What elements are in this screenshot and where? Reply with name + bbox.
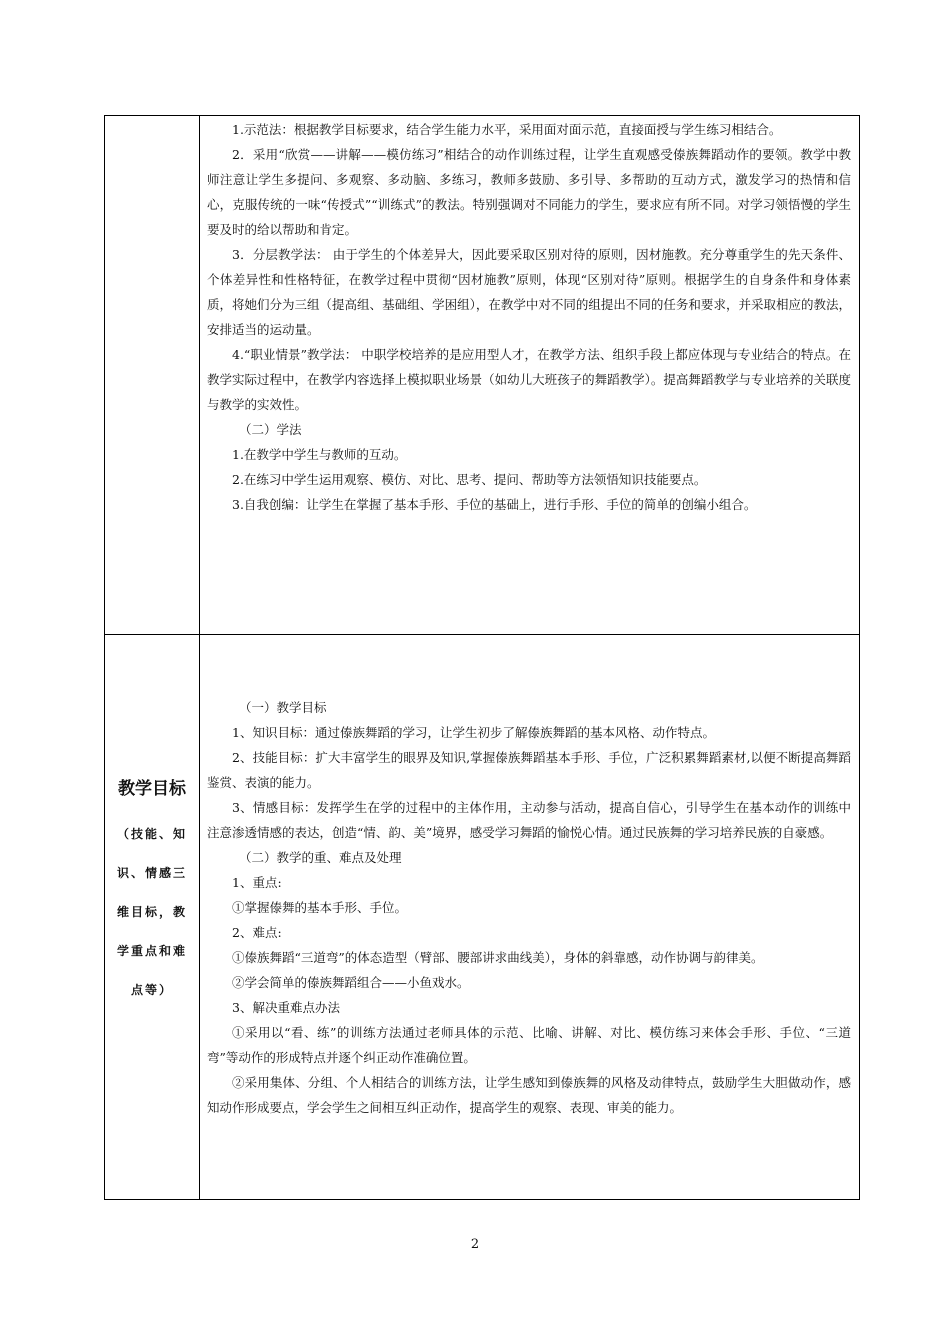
key-item: ①采用以“看、练”的训练方法通过老师具体的示范、比喻、讲解、对比、模仿练习来体会手形、手位、“三道弯”等动作的形成特点并逐个纠正动作准确位置。 <box>207 1025 851 1065</box>
goal-item: 1、知识目标：通过傣族舞蹈的学习，让学生初步了解傣族舞蹈的基本风格、动作特点。 <box>232 725 715 740</box>
key-item: 2、难点: <box>232 925 282 940</box>
key-points-heading: （二）教学的重、难点及处理 <box>239 850 402 865</box>
key-item: ①掌握傣舞的基本手形、手位。 <box>232 900 408 915</box>
key-item: 3、解决重难点办法 <box>232 1000 340 1015</box>
key-item: ①傣族舞蹈“三道弯”的体态造型（臂部、腰部讲求曲线美），身体的斜靠感，动作协调与韵律美。 <box>232 950 764 965</box>
row-divider <box>105 634 859 635</box>
teaching-goals-cell <box>207 695 851 1120</box>
label-sub-line: 点等） <box>130 983 173 997</box>
page-number: 2 <box>470 1237 480 1252</box>
method-paragraph: 3．分层教学法： 由于学生的个体差异大，因此要采取区别对待的原则，因材施教。充分尊重学生的先天条件、个体差异性和性格特征，在教学过程中贯彻“因材施教”原则，体现“区别对待”原则。根据学生的自身条件和身体素质，将她们分为三组（提高组、基础组、学困组），在教学中对不同的组提出不同的任务和要求，并采取相应的教法，安排适当的运动量。 <box>207 247 851 337</box>
key-item: ②采用集体、分组、个人相结合的训练方法，让学生感知到傣族舞的风格及动律特点，鼓励学生大胆做动作，感知动作形成要点，学会学生之间相互纠正动作，提高学生的观察、表现、审美的能力。 <box>207 1075 851 1115</box>
lesson-plan-table <box>104 115 860 1200</box>
goals-heading: （一）教学目标 <box>239 700 327 715</box>
label-sub-line: （技能、知 <box>116 827 187 841</box>
method-paragraph: 2．采用“欣赏——讲解——模仿练习”相结合的动作训练过程，让学生直观感受傣族舞蹈动作的要领。教学中教师注意让学生多提问、多观察、多动脑、多练习，教师多鼓励、多引导、多帮助的互动方式，激发学习的热情和信心，克服传统的一味“传授式”“训练式”的教法。特别强调对不同能力的学生，要求应有所不同。对学习领悟慢的学生要及时的给以帮助和肯定。 <box>207 147 851 237</box>
study-heading: （二）学法 <box>239 422 302 437</box>
column-divider <box>199 116 200 1199</box>
label-subtitle <box>105 827 199 1022</box>
teaching-goals-label <box>105 776 199 1022</box>
label-sub-line: 维目标，教 <box>116 905 187 919</box>
teaching-methods-cell <box>207 117 851 517</box>
goal-item: 3、情感目标：发挥学生在学的过程中的主体作用，主动参与活动，提高自信心，引导学生在基本动作的训练中注意渗透情感的表达，创造“情、韵、美”境界，感受学习舞蹈的愉悦心情。通过民族舞的学习培养民族的自豪感。 <box>207 800 851 840</box>
key-item: ②学会简单的傣族舞蹈组合——小鱼戏水。 <box>232 975 470 990</box>
method-paragraph: 1.示范法：根据教学目标要求，结合学生能力水平，采用面对面示范，直接面授与学生练习相结合。 <box>232 122 782 137</box>
label-title: 教学目标 <box>118 779 186 799</box>
label-sub-line: 识、情感三 <box>116 866 187 880</box>
study-item: 1.在教学中学生与教师的互动。 <box>232 447 407 462</box>
key-item: 1、重点: <box>232 875 282 890</box>
goal-item: 2、技能目标：扩大丰富学生的眼界及知识,掌握傣族舞蹈基本手形、手位，广泛积累舞蹈素材,以便不断提高舞蹈鉴赏、表演的能力。 <box>207 750 851 790</box>
study-item: 3.自我创编：让学生在掌握了基本手形、手位的基础上，进行手形、手位的简单的创编小组合。 <box>232 497 757 512</box>
label-sub-line: 学重点和难 <box>116 944 187 958</box>
study-item: 2.在练习中学生运用观察、模仿、对比、思考、提问、帮助等方法领悟知识技能要点。 <box>232 472 707 487</box>
method-paragraph: 4.“职业情景”教学法： 中职学校培养的是应用型人才，在教学方法、组织手段上都应体现与专业结合的特点。在教学实际过程中，在教学内容选择上模拟职业场景（如幼儿大班孩子的舞蹈教学）。提高舞蹈教学与专业培养的关联度与教学的实效性。 <box>207 347 851 412</box>
